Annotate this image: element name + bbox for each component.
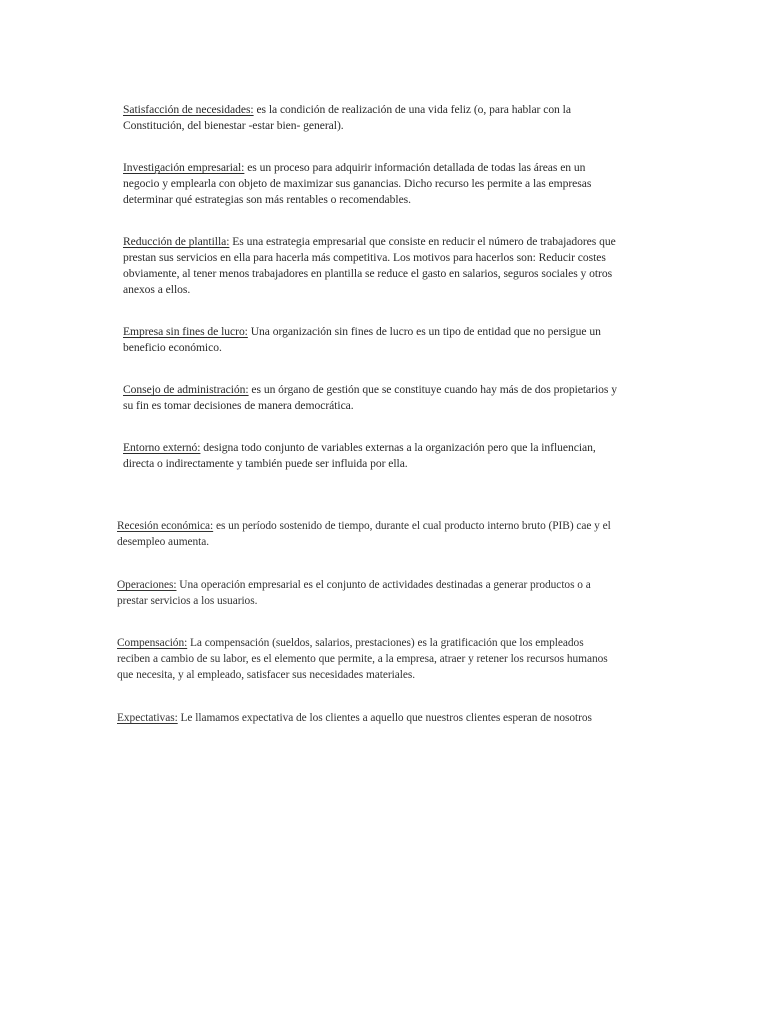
term-label: Expectativas: [117, 712, 178, 724]
term-label: Satisfacción de necesidades: [123, 103, 254, 116]
definition-satisfaccion-de-necesidades [123, 102, 623, 134]
definition-text: prestar servicios a los usuarios. [117, 595, 258, 607]
definition-text: La compensación (sueldos, salarios, prestaciones) es la gratificación que los empleados [187, 637, 584, 649]
definition-empresa-sin-fines-de-lucro [123, 324, 623, 356]
definition-text: designa todo conjunto de variables externas a la organización pero que la influencian, [200, 441, 596, 454]
definition-text: determinar qué estrategias son más rentables o recomendables. [123, 193, 411, 206]
definition-text: es un período sostenido de tiempo, durante el cual producto interno bruto (PIB) cae y el [213, 520, 611, 532]
term-label: Consejo de administración: [123, 383, 249, 396]
term-label: Operaciones: [117, 579, 177, 591]
definition-text: Una operación empresarial es el conjunto de actividades destinadas a generar productos o a [176, 579, 591, 591]
term-label: Reducción de plantilla: [123, 235, 230, 248]
definition-text: es un órgano de gestión que se constituye cuando hay más de dos propietarios y [248, 383, 617, 396]
definition-text: obviamente, al tener menos trabajadores en plantilla se reduce el gasto en salarios, seguros sociales y otros [123, 267, 613, 280]
definition-text: Le llamamos expectativa de los clientes a aquello que nuestros clientes esperan de nosotros [177, 712, 592, 724]
definition-recesion-economica [117, 518, 657, 550]
definition-text: prestan sus servicios en ella para hacerla más competitiva. Los motivos para hacerlos son: Reducir costes [123, 251, 606, 264]
definition-reduccion-de-plantilla [123, 234, 643, 298]
term-label: Recesión económica: [117, 520, 214, 532]
definition-text: anexos a ellos. [123, 283, 191, 296]
definition-text: es un proceso para adquirir información detallada de todas las áreas en un [244, 161, 586, 174]
definition-compensacion [117, 635, 657, 683]
term-label: Empresa sin fines de lucro: [123, 325, 248, 338]
definition-text: beneficio económico. [123, 341, 222, 354]
definition-text: su fin es tomar decisiones de manera democrática. [123, 399, 354, 412]
definition-text: desempleo aumenta. [117, 536, 210, 548]
term-label: Compensación: [117, 637, 188, 649]
definition-expectativas [117, 710, 657, 726]
term-label: Entorno externó: [123, 441, 201, 454]
definition-text: que necesita, y al empleado, satisfacer sus necesidades materiales. [117, 669, 416, 681]
term-label: Investigación empresarial: [123, 161, 245, 174]
definition-operaciones [117, 577, 637, 609]
definition-text: Una organización sin fines de lucro es un tipo de entidad que no persigue un [247, 325, 601, 338]
definition-entorno-externo [123, 440, 623, 472]
definition-consejo-de-administracion [123, 382, 643, 414]
definition-text: es la condición de realización de una vida feliz (o, para hablar con la [253, 103, 571, 116]
definition-text: Es una estrategia empresarial que consiste en reducir el número de trabajadores que [229, 235, 616, 248]
definition-investigacion-empresarial [123, 160, 623, 208]
definition-text: directa o indirectamente y también puede ser influida por ella. [123, 457, 408, 470]
definition-text: Constitución, del bienestar -estar bien- general). [123, 119, 344, 132]
definition-text: negocio y emplearla con objeto de maximizar sus ganancias. Dicho recurso les permite a las empresas [123, 177, 592, 190]
definition-text: reciben a cambio de su labor, es el elemento que permite, a la empresa, atraer y retener los recursos humanos [117, 653, 608, 665]
